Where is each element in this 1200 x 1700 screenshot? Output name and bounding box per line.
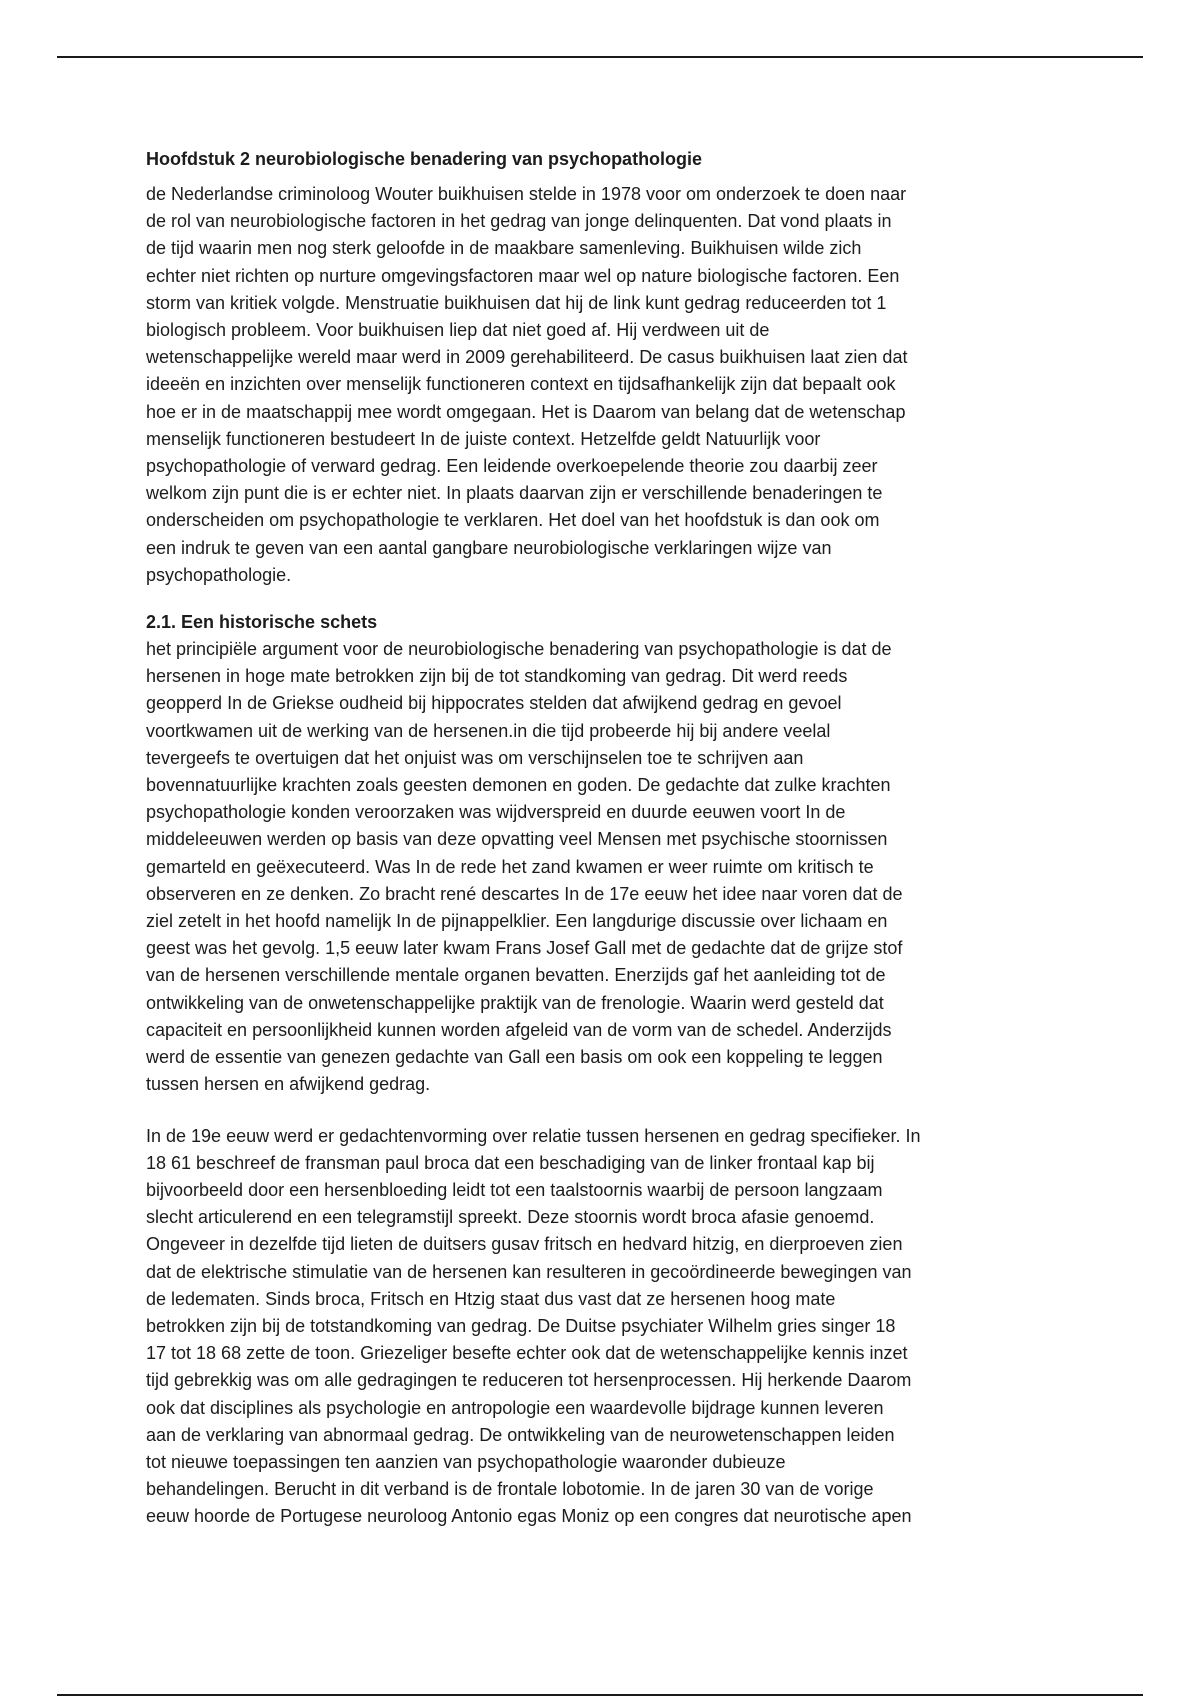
text-line: psychopathologie konden veroorzaken was wijdverspreid en duurde eeuwen voort In de	[146, 802, 846, 823]
document-body	[146, 146, 1066, 1531]
text-line: het principiële argument voor de neurobiologische benadering van psychopathologie is dat de	[146, 639, 892, 660]
text-line: hoe er in de maatschappij mee wordt omgegaan. Het is Daarom van belang dat de wetenschap	[146, 401, 906, 422]
text-line: welkom zijn punt die is er echter niet. In plaats daarvan zijn er verschillende benaderingen te	[146, 483, 883, 504]
text-line: psychopathologie.	[146, 564, 292, 585]
text-line: de ledematen. Sinds broca, Fritsch en Htzig staat dus vast dat ze hersenen hoog mate	[146, 1288, 836, 1309]
text-line: capaciteit en persoonlijkheid kunnen worden afgeleid van de vorm van de schedel. Anderzijds	[146, 1019, 892, 1040]
text-line: tijd gebrekkig was om alle gedragingen te reduceren tot hersenprocessen. Hij herkende Daarom	[146, 1370, 912, 1391]
intro-paragraph	[146, 181, 1066, 589]
text-line: biologisch probleem. Voor buikhuisen liep dat niet goed af. Hij verdween uit de	[146, 320, 770, 341]
text-line: werd de essentie van genezen gedachte van Gall een basis om ook een koppeling te leggen	[146, 1047, 883, 1068]
text-line: onderscheiden om psychopathologie te verklaren. Het doel van het hoofdstuk is dan ook om	[146, 510, 880, 531]
text-line: middeleeuwen werden op basis van deze opvatting veel Mensen met psychische stoornissen	[146, 829, 888, 850]
text-line: ook dat disciplines als psychologie en antropologie een waardevolle bijdrage kunnen leveren	[146, 1397, 884, 1418]
history-paragraph-1	[146, 636, 1066, 1098]
text-line: van de hersenen verschillende mentale organen bevatten. Enerzijds gaf het aanleiding tot de	[146, 965, 886, 986]
text-line: 18 61 beschreef de fransman paul broca dat een beschadiging van de linker frontaal kap bij	[146, 1152, 875, 1173]
text-line: de tijd waarin men nog sterk geloofde in de maakbare samenleving. Buikhuisen wilde zich	[146, 238, 862, 259]
text-line: de rol van neurobiologische factoren in het gedrag van jonge delinquenten. Dat vond plaats in	[146, 211, 892, 232]
text-line: slecht articulerend en een telegramstijl spreekt. Deze stoornis wordt broca afasie genoemd.	[146, 1207, 875, 1228]
text-line: ontwikkeling van de onwetenschappelijke praktijk van de frenologie. Waarin werd gesteld dat	[146, 992, 884, 1013]
text-line: wetenschappelijke wereld maar werd in 2009 gerehabiliteerd. De casus buikhuisen laat zien dat	[146, 347, 908, 368]
text-line: tussen hersen en afwijkend gedrag.	[146, 1074, 431, 1095]
text-line: bovennatuurlijke krachten zoals geesten demonen en goden. De gedachte dat zulke krachten	[146, 775, 891, 796]
text-line: behandelingen. Berucht in dit verband is de frontale lobotomie. In de jaren 30 van de vorige	[146, 1479, 874, 1500]
text-line: bijvoorbeeld door een hersenbloeding leidt tot een taalstoornis waarbij de persoon langzaam	[146, 1179, 883, 1200]
text-line: aan de verklaring van abnormaal gedrag. De ontwikkeling van de neurowetenschappen leiden	[146, 1424, 895, 1445]
text-line: tot nieuwe toepassingen ten aanzien van psychopathologie waaronder dubieuze	[146, 1451, 786, 1472]
text-line: echter niet richten op nurture omgevingsfactoren maar wel op nature biologische factoren. Een	[146, 265, 900, 286]
top-rule	[57, 56, 1143, 58]
text-line: gemarteld en geëxecuteerd. Was In de rede het zand kwamen er weer ruimte om kritisch te	[146, 856, 874, 877]
text-line: psychopathologie of verward gedrag. Een leidende overkoepelende theorie zou daarbij zeer	[146, 456, 878, 477]
text-line: geest was het gevolg. 1,5 eeuw later kwam Frans Josef Gall met de gedachte dat de grijze stof	[146, 938, 903, 959]
text-line: de Nederlandse criminoloog Wouter buikhuisen stelde in 1978 voor om onderzoek te doen naar	[146, 184, 907, 204]
text-line: een indruk te geven van een aantal gangbare neurobiologische verklaringen wijze van	[146, 537, 832, 558]
text-line: In de 19e eeuw werd er gedachtenvorming over relatie tussen hersenen en gedrag specifieker. In	[146, 1125, 921, 1146]
text-line: geopperd In de Griekse oudheid bij hippocrates stelden dat afwijkend gedrag en gevoel	[146, 693, 842, 714]
text-line: voortkwamen uit de werking van de hersenen.in die tijd probeerde hij bij andere veelal	[146, 720, 831, 741]
text-line: 17 tot 18 68 zette de toon. Griezeliger besefte echter ook dat de wetenschappelijke kennis inzet	[146, 1343, 908, 1364]
text-line: observeren en ze denken. Zo bracht rené descartes In de 17e eeuw het idee naar voren dat de	[146, 883, 903, 904]
text-line: ideeën en inzichten over menselijk functioneren context en tijdsafhankelijk zijn dat bepaalt ook	[146, 374, 896, 395]
history-paragraph-2	[146, 1123, 1066, 1531]
text-line: menselijk functioneren bestudeert In de juiste context. Hetzelfde geldt Natuurlijk voor	[146, 428, 821, 449]
text-line: Ongeveer in dezelfde tijd lieten de duitsers gusav fritsch en hedvard hitzig, en dierproeven zien	[146, 1234, 903, 1255]
text-line: dat de elektrische stimulatie van de hersenen kan resulteren in gecoördineerde bewegingen van	[146, 1261, 912, 1282]
text-line: eeuw hoorde de Portugese neuroloog Antonio egas Moniz op een congres dat neurotische apen	[146, 1506, 912, 1527]
bottom-rule	[57, 1694, 1143, 1696]
chapter-title: Hoofdstuk 2 neurobiologische benadering van psychopathologie	[146, 149, 703, 169]
section-title: 2.1. Een historische schets	[146, 612, 378, 633]
text-line: hersenen in hoge mate betrokken zijn bij de tot standkoming van gedrag. Dit werd reeds	[146, 666, 848, 687]
text-line: ziel zetelt in het hoofd namelijk In de pijnappelklier. Een langdurige discussie over lichaam en	[146, 911, 888, 932]
text-line: storm van kritiek volgde. Menstruatie buikhuisen dat hij de link kunt gedrag reduceerden tot 1	[146, 292, 887, 313]
text-line: tevergeefs te overtuigen dat het onjuist was om verschijnselen toe te schrijven aan	[146, 747, 804, 768]
text-line: betrokken zijn bij de totstandkoming van gedrag. De Duitse psychiater Wilhelm gries singer 18	[146, 1315, 896, 1336]
